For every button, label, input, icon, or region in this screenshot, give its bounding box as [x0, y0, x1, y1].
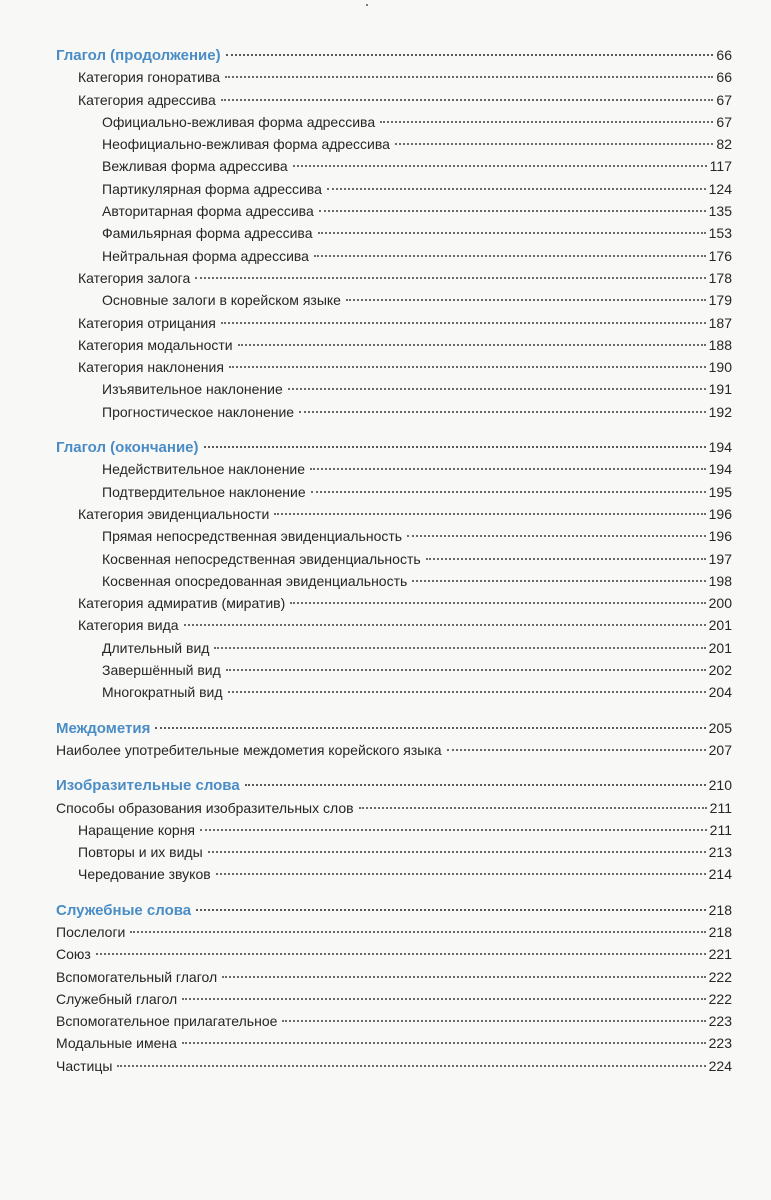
- toc-entry[interactable]: [56, 378, 732, 400]
- section-heading-title: Междометия: [56, 719, 151, 737]
- page-number: 194: [708, 439, 732, 456]
- toc-entry-title: Недействительное наклонение: [102, 461, 306, 478]
- page-number: 176: [708, 247, 732, 264]
- toc-entry[interactable]: [56, 200, 732, 222]
- page-number: 213: [708, 844, 732, 861]
- toc-entry-title: Вспомогательный глагол: [56, 968, 218, 985]
- page-number: 178: [708, 269, 732, 286]
- toc-entry-title: Многократный вид: [102, 684, 223, 701]
- toc-section: [56, 774, 732, 885]
- section-heading-title: Глагол (окончание): [56, 439, 199, 457]
- page-number: 66: [716, 47, 732, 63]
- page-number: 196: [708, 505, 732, 522]
- dot-leader: [208, 851, 706, 853]
- toc-entry[interactable]: [56, 525, 732, 547]
- dot-leader: [214, 647, 705, 649]
- dot-leader: [182, 998, 705, 1000]
- toc-entry[interactable]: [56, 503, 732, 525]
- dot-leader: [319, 210, 706, 212]
- section-heading[interactable]: [56, 717, 732, 739]
- toc-entry-title: Фамильярная форма адрессива: [102, 225, 313, 242]
- toc-entry-title: Категория отрицания: [78, 314, 216, 331]
- dot-leader: [288, 388, 706, 390]
- section-heading[interactable]: [56, 44, 732, 66]
- toc-entry[interactable]: [56, 966, 732, 988]
- toc-entry[interactable]: [56, 943, 732, 965]
- page-number: 204: [708, 684, 732, 701]
- page-number: 200: [708, 595, 732, 612]
- page-number: 188: [708, 336, 732, 353]
- page-number: 218: [708, 901, 732, 918]
- toc-entry-title: Категория адмиратив (миратив): [78, 595, 286, 612]
- toc-entry-title: Косвенная непосредственная эвиденциальность: [102, 550, 421, 567]
- page-number: 210: [708, 777, 732, 794]
- toc-entry-title: Частицы: [56, 1057, 113, 1074]
- dot-leader: [182, 1042, 706, 1044]
- toc-entry-title: Прямая непосредственная эвиденциальность: [102, 528, 403, 545]
- toc-entry[interactable]: [56, 458, 732, 480]
- toc-entry-title: Послелоги: [56, 923, 126, 940]
- toc-entry[interactable]: [56, 178, 732, 200]
- dot-leader: [130, 931, 705, 933]
- toc-entry[interactable]: [56, 863, 732, 885]
- dot-leader: [380, 121, 713, 123]
- dot-leader: [274, 513, 705, 515]
- dot-leader: [228, 691, 706, 693]
- toc-entry[interactable]: [56, 681, 732, 703]
- toc-entry-title: Нейтральная форма адрессива: [102, 247, 309, 264]
- section-heading[interactable]: [56, 436, 732, 458]
- page-number: 214: [708, 866, 732, 883]
- page-number: 222: [708, 990, 732, 1007]
- toc-entry-title: Косвенная опосредованная эвиденциальность: [102, 572, 408, 589]
- toc-entry-title: Изъявительное наклонение: [102, 381, 283, 398]
- toc-entry[interactable]: [56, 592, 732, 614]
- page-number: 211: [709, 821, 732, 838]
- toc-entry-title: Авторитарная форма адрессива: [102, 203, 314, 220]
- dot-leader: [226, 669, 706, 671]
- toc-entry-title: Подтвердительное наклонение: [102, 483, 306, 500]
- dot-leader: [221, 322, 706, 324]
- section-heading-title: Служебные слова: [56, 901, 192, 919]
- toc-entry-title: Партикулярная форма адрессива: [102, 180, 322, 197]
- page-number: 67: [716, 113, 732, 130]
- toc-entry[interactable]: [56, 614, 732, 636]
- dot-leader: [238, 344, 706, 346]
- toc-entry-title: Официально-вежливая форма адрессива: [102, 113, 376, 130]
- toc-entry[interactable]: [56, 334, 732, 356]
- page-number: 201: [708, 617, 732, 634]
- page-number: 192: [708, 403, 732, 420]
- toc-entry[interactable]: [56, 841, 732, 863]
- dot-leader: [117, 1065, 705, 1067]
- toc-entry-title: Категория наклонения: [78, 359, 224, 376]
- page-number: 197: [708, 550, 732, 567]
- toc-entry[interactable]: [56, 66, 732, 88]
- toc-entry-title: Вежливая форма адрессива: [102, 158, 288, 175]
- dot-leader: [155, 727, 705, 729]
- dot-leader: [229, 366, 706, 368]
- dot-leader: [318, 232, 706, 234]
- toc-entry-title: Категория модальности: [78, 336, 233, 353]
- dot-leader: [426, 558, 706, 560]
- dot-leader: [222, 976, 706, 978]
- dot-leader: [299, 411, 706, 413]
- dot-leader: [196, 909, 706, 911]
- toc-entry-title: Прогностическое наклонение: [102, 403, 295, 420]
- dot-leader: [226, 54, 714, 56]
- toc-entry-title: Модальные имена: [56, 1035, 177, 1052]
- toc-entry[interactable]: [56, 797, 732, 819]
- toc-entry-title: Способы образования изобразительных слов: [56, 799, 354, 816]
- page-number: 198: [708, 572, 732, 589]
- page-number: 82: [716, 136, 732, 153]
- toc-entry[interactable]: [56, 89, 732, 111]
- toc-entry[interactable]: [56, 819, 732, 841]
- toc-entry-title: Служебный глагол: [56, 990, 178, 1007]
- dot-leader: [290, 602, 705, 604]
- toc-entry[interactable]: [56, 401, 732, 423]
- page-number: 196: [708, 528, 732, 545]
- dot-leader: [311, 491, 706, 493]
- toc-entry[interactable]: [56, 481, 732, 503]
- toc-entry-title: Категория вида: [78, 617, 179, 634]
- page-number: 135: [708, 203, 732, 220]
- page-speck: [366, 4, 368, 6]
- table-of-contents: [56, 44, 732, 1090]
- toc-entry[interactable]: [56, 222, 732, 244]
- dot-leader: [96, 953, 706, 955]
- page-number: 211: [709, 799, 732, 816]
- page-number: 223: [708, 1035, 732, 1052]
- toc-entry[interactable]: [56, 739, 732, 761]
- toc-entry[interactable]: [56, 637, 732, 659]
- dot-leader: [412, 580, 705, 582]
- toc-entry[interactable]: [56, 921, 732, 943]
- toc-entry[interactable]: [56, 1055, 732, 1077]
- page-number: 207: [708, 741, 732, 758]
- page-number: 66: [716, 69, 732, 86]
- toc-section: [56, 717, 732, 762]
- dot-leader: [184, 624, 706, 626]
- page-number: 223: [708, 1013, 732, 1030]
- toc-entry[interactable]: [56, 1010, 732, 1032]
- dot-leader: [200, 829, 707, 831]
- page-number: 190: [708, 359, 732, 376]
- toc-entry[interactable]: [56, 570, 732, 592]
- dot-leader: [346, 299, 706, 301]
- dot-leader: [407, 535, 706, 537]
- toc-entry-title: Неофициально-вежливая форма адрессива: [102, 136, 390, 153]
- toc-entry-title: Вспомогательное прилагательное: [56, 1013, 278, 1030]
- dot-leader: [245, 784, 706, 786]
- page-number: 124: [708, 180, 732, 197]
- toc-section: [56, 436, 732, 704]
- dot-leader: [225, 76, 713, 78]
- page-number: 117: [709, 158, 732, 175]
- dot-leader: [216, 873, 706, 875]
- section-heading-title: Глагол (продолжение): [56, 47, 221, 64]
- dot-leader: [221, 99, 714, 101]
- section-heading[interactable]: [56, 899, 732, 921]
- page-number: 153: [708, 225, 732, 242]
- toc-entry-title: Повторы и их виды: [78, 844, 203, 861]
- toc-entry-title: Категория гоноратива: [78, 69, 221, 86]
- dot-leader: [310, 468, 706, 470]
- page-number: 187: [708, 314, 732, 331]
- toc-entry[interactable]: [56, 312, 732, 334]
- dot-leader: [447, 749, 706, 751]
- toc-entry[interactable]: [56, 289, 732, 311]
- toc-entry-title: Основные залоги в корейском языке: [102, 292, 341, 309]
- toc-entry-title: Категория залога: [78, 269, 191, 286]
- dot-leader: [282, 1020, 705, 1022]
- toc-entry-title: Завершённый вид: [102, 662, 221, 679]
- dot-leader: [195, 277, 705, 279]
- dot-leader: [204, 446, 706, 448]
- toc-section: [56, 44, 732, 423]
- section-heading-title: Изобразительные слова: [56, 777, 240, 795]
- toc-entry[interactable]: [56, 155, 732, 177]
- toc-entry-title: Чередование звуков: [78, 866, 211, 883]
- toc-entry[interactable]: [56, 356, 732, 378]
- dot-leader: [327, 188, 706, 190]
- toc-entry-title: Длительный вид: [102, 639, 210, 656]
- page-number: 67: [716, 91, 732, 108]
- page-number: 195: [708, 483, 732, 500]
- toc-entry[interactable]: [56, 267, 732, 289]
- page-number: 191: [708, 381, 732, 398]
- page-number: 218: [708, 923, 732, 940]
- toc-entry[interactable]: [56, 659, 732, 681]
- toc-entry-title: Категория адрессива: [78, 91, 216, 108]
- page-number: 201: [708, 639, 732, 656]
- toc-entry[interactable]: [56, 548, 732, 570]
- toc-entry-title: Наращение корня: [78, 821, 196, 838]
- section-heading[interactable]: [56, 774, 732, 796]
- page-number: 202: [708, 662, 732, 679]
- page-number: 224: [708, 1057, 732, 1074]
- toc-entry[interactable]: [56, 133, 732, 155]
- toc-entry-title: Категория эвиденциальности: [78, 505, 270, 522]
- toc-entry-title: Союз: [56, 946, 91, 963]
- page-number: 222: [708, 968, 732, 985]
- toc-entry[interactable]: [56, 1032, 732, 1054]
- page-number: 194: [708, 461, 732, 478]
- dot-leader: [395, 143, 714, 145]
- page-number: 221: [708, 946, 732, 963]
- toc-entry[interactable]: [56, 111, 732, 133]
- toc-section: [56, 899, 732, 1077]
- toc-entry-title: Наиболее употребительные междометия корейского языка: [56, 741, 442, 758]
- dot-leader: [293, 165, 707, 167]
- dot-leader: [359, 807, 707, 809]
- page-number: 205: [708, 719, 732, 736]
- page-number: 179: [708, 292, 732, 309]
- toc-entry[interactable]: [56, 988, 732, 1010]
- dot-leader: [314, 255, 706, 257]
- toc-entry[interactable]: [56, 245, 732, 267]
